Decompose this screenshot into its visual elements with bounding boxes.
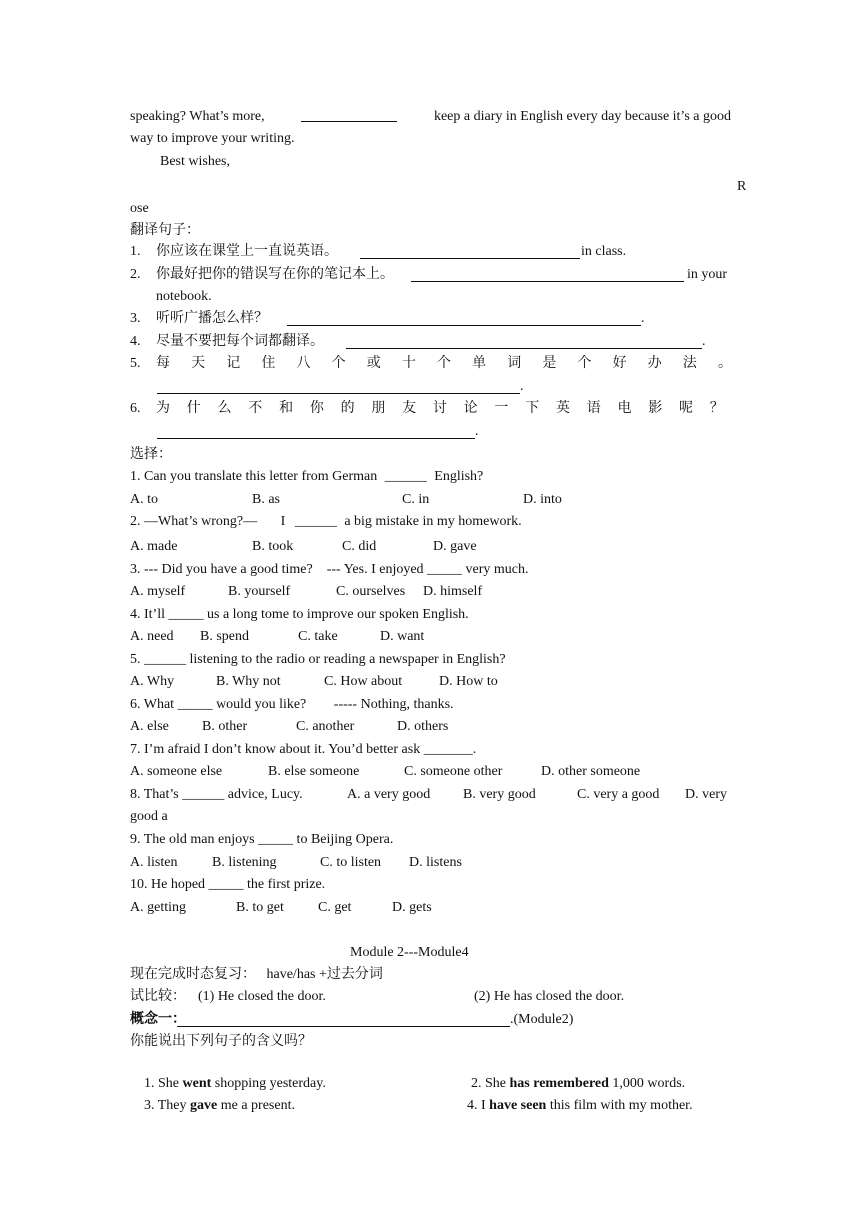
translate-item-1-text: 你应该在课堂上一直说英语。 <box>156 244 338 259</box>
letter-line-1-start: speaking? What’s more, <box>130 109 265 124</box>
option-c: C. very a good <box>577 787 660 802</box>
question-2 <box>130 513 522 531</box>
letter-signature-ose: ose <box>130 201 149 216</box>
char: 法 <box>682 356 697 371</box>
sentence-verb: has remembered <box>509 1076 609 1091</box>
letter-line-1 <box>130 108 731 126</box>
option-b: B. very good <box>463 787 536 802</box>
char: 你 <box>309 401 324 416</box>
option-a: A. else <box>130 719 169 734</box>
translate-item-6-text <box>156 400 724 418</box>
question-7: 7. I’m afraid I don’t know about it. You’d better ask _______. <box>130 742 477 757</box>
option-c: C. get <box>318 900 352 915</box>
char: 个 <box>577 356 592 371</box>
option-b: B. took <box>252 539 294 554</box>
question-4: 4. It’ll _____ us a long tome to improve our spoken English. <box>130 607 469 622</box>
question-stem-reply: ----- Nothing, thanks. <box>333 697 454 712</box>
option-d: D. gave <box>433 539 477 554</box>
translate-item-4-text: 尽量不要把每个词都翻译。 <box>156 334 324 349</box>
char: 下 <box>525 401 540 416</box>
answer-line <box>287 325 641 326</box>
translate-item-2-num: 2. <box>130 267 141 282</box>
sentence-text: 1,000 words. <box>608 1076 686 1091</box>
option-d: D. listens <box>409 855 462 870</box>
translate-item-3-num: 3. <box>130 311 141 326</box>
option-c: C. another <box>296 719 355 734</box>
option-c: C. take <box>298 629 338 644</box>
option-a: A. someone else <box>130 764 223 779</box>
question-stem: 6. What _____ would you like? <box>130 697 307 712</box>
question-8: 8. That’s ______ advice, Lucy. <box>130 787 303 802</box>
option-b: B. else someone <box>268 764 360 779</box>
translate-item-3-tail: . <box>641 311 645 326</box>
choice-heading: 选择： <box>130 447 172 462</box>
char: 什 <box>186 401 201 416</box>
translate-item-1 <box>130 243 141 261</box>
option-d: D. How to <box>439 674 498 689</box>
sentence-text: me a present. <box>217 1098 295 1113</box>
option-a: A. listen <box>130 855 178 870</box>
option-c: C. did <box>342 539 377 554</box>
char: 为 <box>156 401 170 416</box>
translate-item-2-cont: notebook. <box>156 289 212 304</box>
char: 或 <box>366 356 381 371</box>
blank: ______ <box>384 469 427 484</box>
char: ？ <box>709 401 724 416</box>
question-9: 9. The old man enjoys _____ to Beijing Opera. <box>130 832 394 847</box>
char: 讨 <box>432 401 447 416</box>
char: 词 <box>507 356 522 371</box>
option-a: A. made <box>130 539 178 554</box>
letter-line-1-end: keep a diary in English every day because it’s a good <box>433 109 731 124</box>
question-3: 3. --- Did you have a good time? --- Yes. I enjoyed _____ very much. <box>130 562 529 577</box>
char: 办 <box>647 356 662 371</box>
question-1 <box>130 468 483 486</box>
translate-item-6-tail: . <box>475 424 479 439</box>
option-a: A. Why <box>130 674 175 689</box>
question-5: 5. ______ listening to the radio or reading a newspaper in English? <box>130 652 506 667</box>
answer-line <box>157 393 520 394</box>
meaning-question: 你能说出下列句子的含义吗？ <box>130 1034 312 1049</box>
char: 影 <box>648 401 663 416</box>
translate-item-1-tail: in class. <box>581 244 627 259</box>
option-c: C. someone other <box>404 764 503 779</box>
translate-item-4-tail: . <box>702 334 706 349</box>
answer-line <box>346 348 702 349</box>
compare-sentence-2: (2) He has closed the door. <box>474 989 625 1004</box>
char: 一 <box>494 401 509 416</box>
option-b: B. yourself <box>228 584 291 599</box>
option-d: D. himself <box>423 584 483 599</box>
answer-line <box>360 258 580 259</box>
char: 英 <box>555 401 570 416</box>
option-b: B. spend <box>200 629 249 644</box>
option-a: A. a very good <box>347 787 431 802</box>
question-10: 10. He hoped _____ the first prize. <box>130 877 326 892</box>
blank: ______ <box>294 514 337 529</box>
char: 不 <box>248 401 263 416</box>
translate-item-3-text: 听听广播怎么样？ <box>156 311 268 326</box>
module-title: Module 2---Module4 <box>350 945 469 960</box>
translate-item-5-num: 5. <box>130 356 141 371</box>
question-stem: 1. Can you translate this letter from German <box>130 469 378 484</box>
option-c: C. ourselves <box>336 584 406 599</box>
char: 个 <box>331 356 346 371</box>
char: 好 <box>612 356 627 371</box>
translate-heading: 翻译句子： <box>130 223 200 238</box>
char: 八 <box>296 356 311 371</box>
tense-review: 现在完成时态复习： have/has +过去分词 <box>130 967 383 982</box>
char: 记 <box>226 356 241 371</box>
char: 电 <box>617 401 632 416</box>
translate-item-5-text <box>156 355 732 373</box>
item-number: 1. <box>130 244 141 259</box>
char: 住 <box>261 356 276 371</box>
char: 朋 <box>371 401 386 416</box>
option-d: D. gets <box>392 900 432 915</box>
example-sentence-4 <box>453 1079 693 1133</box>
option-d-cont: good a <box>130 809 168 824</box>
char: 十 <box>401 356 416 371</box>
answer-line <box>177 1026 510 1027</box>
char: 的 <box>340 401 355 416</box>
letter-closing: Best wishes, <box>160 154 230 169</box>
translate-item-6-num: 6. <box>130 401 141 416</box>
option-a: A. need <box>130 629 174 644</box>
answer-line <box>411 281 684 282</box>
option-d: D. others <box>397 719 449 734</box>
question-stem-subject: I <box>280 514 286 529</box>
translate-item-5-tail: . <box>520 379 524 394</box>
option-b: B. other <box>202 719 248 734</box>
char: 每 <box>156 356 170 371</box>
char: 单 <box>472 356 487 371</box>
question-stem-end: English? <box>434 469 484 484</box>
sentence-text: 4. I <box>467 1098 490 1113</box>
char: 么 <box>217 401 232 416</box>
translate-item-2-text: 你最好把你的错误写在你的笔记本上。 <box>156 267 394 282</box>
concept-label: 概念一： <box>130 1012 186 1027</box>
option-b: B. as <box>252 492 280 507</box>
option-c: C. in <box>402 492 430 507</box>
answer-blank <box>301 108 397 122</box>
example-sentence-3 <box>130 1079 295 1133</box>
question-stem-end: a big mistake in my homework. <box>344 514 522 529</box>
translate-item-2-tail: in your <box>687 267 728 282</box>
char: 呢 <box>679 401 694 416</box>
sentence-verb: gave <box>190 1098 218 1113</box>
char: 个 <box>437 356 451 371</box>
option-d: D. want <box>380 629 425 644</box>
compare-label: 试比较： <box>130 989 186 1004</box>
char: 是 <box>542 356 557 371</box>
question-stem: 2. —What’s wrong?— <box>130 514 258 529</box>
char: 论 <box>463 401 478 416</box>
option-c: C. to listen <box>320 855 382 870</box>
letter-signature-r: R <box>737 179 747 194</box>
translate-item-4-num: 4. <box>130 334 141 349</box>
compare-sentence-1: (1) He closed the door. <box>198 989 326 1004</box>
sentence-verb: have seen <box>489 1098 547 1113</box>
char: 友 <box>402 401 417 416</box>
char: 语 <box>586 401 601 416</box>
char: 天 <box>191 356 206 371</box>
sentence-text: 3. They <box>144 1098 191 1113</box>
option-d: D. very <box>685 787 727 802</box>
sentence-text: shopping yesterday. <box>211 1076 326 1091</box>
sentence-verb: went <box>182 1076 212 1091</box>
concept-tail: .(Module2) <box>510 1012 574 1027</box>
char: 。 <box>718 356 732 371</box>
letter-line-2: way to improve your writing. <box>130 131 295 146</box>
question-6 <box>130 696 454 714</box>
option-b: B. Why not <box>216 674 281 689</box>
sentence-text: 2. She <box>471 1076 510 1091</box>
option-a: A. myself <box>130 584 186 599</box>
option-d: D. other someone <box>541 764 641 779</box>
char: 和 <box>279 401 294 416</box>
sentence-text: this film with my mother. <box>546 1098 693 1113</box>
option-a: A. to <box>130 492 158 507</box>
option-a: A. getting <box>130 900 186 915</box>
option-b: B. listening <box>212 855 277 870</box>
option-c: C. How about <box>324 674 403 689</box>
answer-line <box>157 438 475 439</box>
sentence-text: 1. She <box>144 1076 183 1091</box>
option-d: D. into <box>523 492 562 507</box>
option-b: B. to get <box>236 900 284 915</box>
